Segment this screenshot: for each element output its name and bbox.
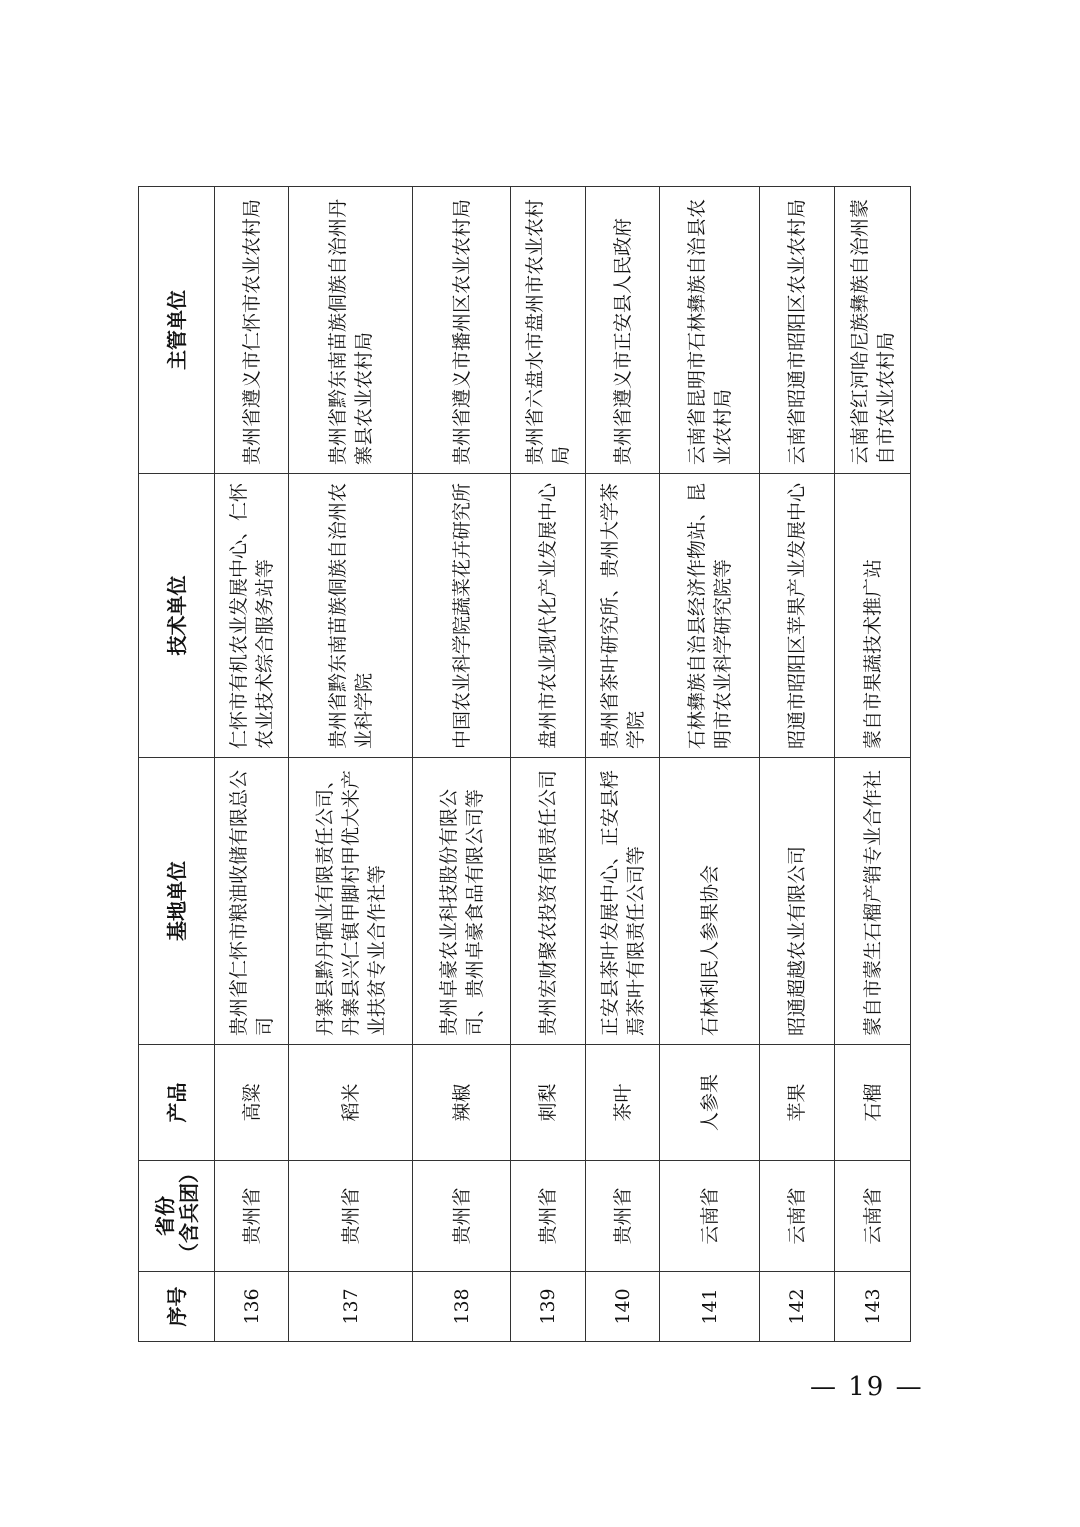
cell-base: 贵州省仁怀市粮油收储有限总公司 [215,758,289,1045]
cell-base: 丹寨县黔丹硒业有限责任公司、丹寨县兴仁镇甲脚村甲优大米产业扶贫专业合作社等 [289,758,413,1045]
cell-province: 贵州省 [289,1161,413,1272]
cell-seq: 136 [215,1272,289,1342]
cell-product: 苹果 [760,1045,835,1161]
cell-base: 贵州卓豪农业科技股份有限公司、贵州卓豪食品有限公司等 [413,758,511,1045]
cell-base: 蒙自市蒙生石榴产销专业合作社 [835,758,911,1045]
cell-province: 云南省 [660,1161,760,1272]
cell-seq: 138 [413,1272,511,1342]
cell-base: 贵州宏财聚农投资有限责任公司 [511,758,586,1045]
table-row [760,187,835,1342]
cell-province: 贵州省 [586,1161,660,1272]
header-tech: 技术单位 [139,474,215,758]
cell-tech: 蒙自市果蔬技术推广站 [835,474,911,758]
cell-province: 云南省 [760,1161,835,1272]
table-row [289,187,413,1342]
base-list-table [138,186,911,1342]
table-row [835,187,911,1342]
cell-admin: 贵州省黔东南苗族侗族自治州丹寨县农业农村局 [289,187,413,474]
cell-tech: 石林彝族自治县经济作物站、昆明市农业科学研究院等 [660,474,760,758]
cell-admin: 云南省红河哈尼族彝族自治州蒙自市农业农村局 [835,187,911,474]
header-seq: 序号 [139,1272,215,1342]
cell-province: 贵州省 [215,1161,289,1272]
header-product: 产品 [139,1045,215,1161]
rotated-table-container [138,187,910,1342]
cell-base: 石林利民人参果协会 [660,758,760,1045]
table-row [586,187,660,1342]
cell-admin: 云南省昭通市昭阳区农业农村局 [760,187,835,474]
cell-province: 贵州省 [413,1161,511,1272]
cell-tech: 贵州省茶叶研究所、贵州大学茶学院 [586,474,660,758]
cell-tech: 贵州省黔东南苗族侗族自治州农业科学院 [289,474,413,758]
cell-admin: 云南省昆明市石林彝族自治县农业农村局 [660,187,760,474]
cell-admin: 贵州省六盘水市盘州市农业农村局 [511,187,586,474]
cell-tech: 盘州市农业现代化产业发展中心 [511,474,586,758]
cell-province: 贵州省 [511,1161,586,1272]
cell-seq: 143 [835,1272,911,1342]
cell-province: 云南省 [835,1161,911,1272]
header-admin: 主管单位 [139,187,215,474]
cell-tech: 昭通市昭阳区苹果产业发展中心 [760,474,835,758]
cell-admin: 贵州省遵义市仁怀市农业农村局 [215,187,289,474]
cell-product: 高粱 [215,1045,289,1161]
header-base: 基地单位 [139,758,215,1045]
cell-admin: 贵州省遵义市正安县人民政府 [586,187,660,474]
page-number: — 19 — [810,1372,924,1402]
cell-tech: 中国农业科学院蔬菜花卉研究所 [413,474,511,758]
table-row [413,187,511,1342]
cell-base: 昭通超越农业有限公司 [760,758,835,1045]
table-header-row [139,187,215,1342]
cell-product: 石榴 [835,1045,911,1161]
cell-seq: 140 [586,1272,660,1342]
table-row [511,187,586,1342]
cell-product: 茶叶 [586,1045,660,1161]
cell-product: 刺梨 [511,1045,586,1161]
cell-seq: 142 [760,1272,835,1342]
cell-admin: 贵州省遵义市播州区农业农村局 [413,187,511,474]
table-row [215,187,289,1342]
cell-product: 人参果 [660,1045,760,1161]
header-province-line2: （含兵团） [176,1163,201,1263]
cell-seq: 141 [660,1272,760,1342]
cell-product: 稻米 [289,1045,413,1161]
header-province [139,1161,215,1272]
cell-base: 正安县茶叶发展中心、正安县桴焉茶叶有限责任公司等 [586,758,660,1045]
cell-seq: 137 [289,1272,413,1342]
cell-seq: 139 [511,1272,586,1342]
header-province-line1: 省份 [152,1196,177,1236]
cell-tech: 仁怀市有机农业发展中心、仁怀农业技术综合服务站等 [215,474,289,758]
table-row [660,187,760,1342]
cell-product: 辣椒 [413,1045,511,1161]
